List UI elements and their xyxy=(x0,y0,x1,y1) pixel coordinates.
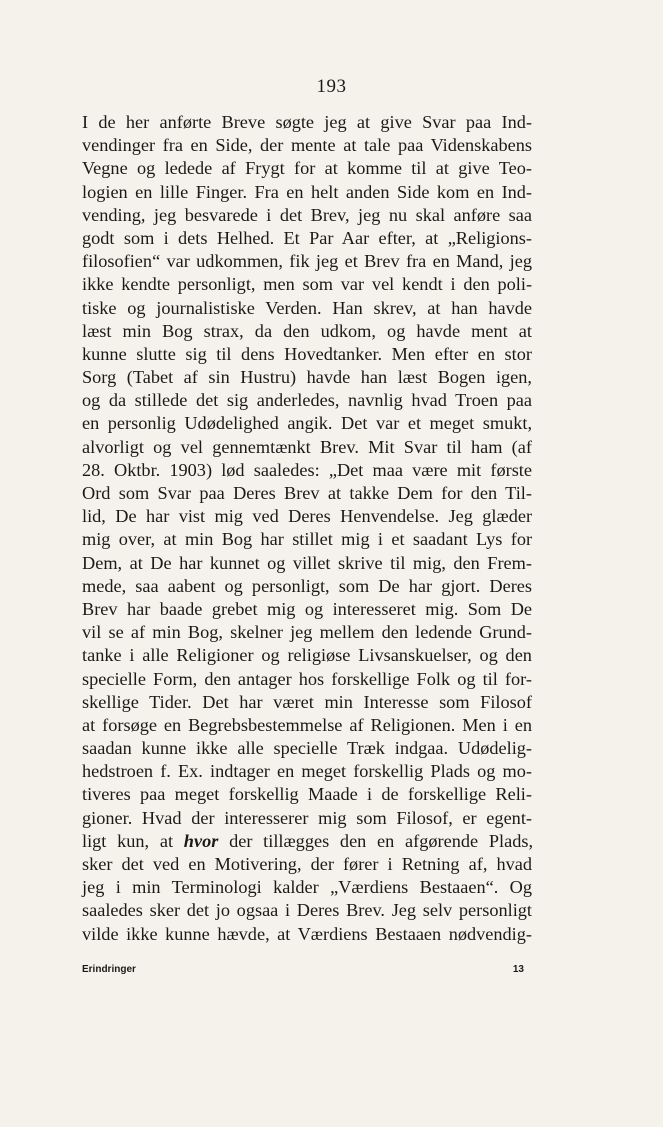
text-line: en personlig Udødelighed angik. Det var et meget smukt, xyxy=(82,413,533,434)
text-line: ikke kendte personligt, men som var vel kendt i den poli- xyxy=(82,274,533,295)
text-line: vil se af min Bog, skelner jeg mellem den ledende Grund- xyxy=(82,622,533,643)
signature-mark: Erindringer xyxy=(82,964,136,975)
text-line: 28. Oktbr. 1903) lød saaledes: „Det maa være mit første xyxy=(82,459,532,480)
text-line: Brev har baade grebet mig og interesseret mig. Som De xyxy=(82,598,533,619)
text-fragment: ligt kun, at xyxy=(82,830,184,851)
text-line: tiske og journalistiske Verden. Han skrev, at han havde xyxy=(82,297,533,318)
text-line: at forsøge en Begrebsbestemmelse af Religionen. Men i en xyxy=(82,714,532,735)
body-text xyxy=(82,111,532,946)
signature-number: 13 xyxy=(512,964,524,975)
text-line-with-emphasis xyxy=(82,830,532,853)
text-line: hedstroen f. Ex. indtager en meget forskellig Plads og mo- xyxy=(82,761,533,782)
text-line: vendinger fra en Side, der mente at tale paa Videnskabens xyxy=(82,135,533,156)
text-line: tiveres paa meget forskellig Maade i de forskellige Reli- xyxy=(82,784,532,805)
text-line: sker det ved en Motivering, der fører i Retning af, hvad xyxy=(82,854,533,874)
text-line: Sorg (Tabet af sin Hustru) havde han læst Bogen igen, xyxy=(82,367,532,388)
text-line: Ord som Svar paa Deres Brev at takke Dem for den Til- xyxy=(82,483,532,503)
text-line: Dem, at De har kunnet og villet skrive til mig, den Frem- xyxy=(82,552,532,573)
text-line: godt som i dets Helhed. Et Par Aar efter, at „Religions- xyxy=(82,227,532,248)
text-line: specielle Form, den antager hos forskellige Folk og til for- xyxy=(82,668,532,689)
text-line: jeg i min Terminologi kalder „Værdiens Bestaaen“. Og xyxy=(82,877,533,898)
text-fragment: der tillægges den en afgørende Plads, xyxy=(218,830,534,851)
text-line: mede, saa aabent og personligt, som De har gjort. Deres xyxy=(82,575,533,596)
text-line: saaledes sker det jo ogsaa i Deres Brev. Jeg selv personligt xyxy=(82,900,533,921)
text-line: tanke i alle Religioner og religiøse Livsanskuelser, og den xyxy=(82,645,532,666)
text-line: vilde ikke kunne hævde, at Værdiens Bestaaen nødvendig- xyxy=(82,923,532,944)
text-line: læst min Bog strax, da den udkom, og havde ment at xyxy=(82,320,532,341)
text-line: saadan kunne ikke alle specielle Træk indgaa. Udødelig- xyxy=(82,738,533,759)
text-line: skellige Tider. Det har været min Interesse som Filosof xyxy=(82,691,532,712)
text-line: kunne slutte sig til dens Hovedtanker. Men efter en stor xyxy=(82,343,532,364)
page-number: 193 xyxy=(316,76,347,97)
text-line: logien en lille Finger. Fra en helt anden Side kom en Ind- xyxy=(82,181,533,202)
text-line: mig over, at min Bog har stillet mig i et saadant Lys for xyxy=(82,529,533,550)
text-line: filosofien“ var udkommen, fik jeg et Brev fra en Mand, jeg xyxy=(82,251,533,272)
text-line: alvorligt og vel gennemtænkt Brev. Mit Svar til ham (af xyxy=(82,436,532,457)
text-line: lid, De har vist mig ved Deres Henvendelse. Jeg glæder xyxy=(82,506,533,527)
text-line: I de her anførte Breve søgte jeg at give Svar paa Ind- xyxy=(82,112,532,132)
text-line: gioner. Hvad der interesserer mig som Filosof, er egent- xyxy=(82,807,532,828)
text-line: vending, jeg besvarede i det Brev, jeg nu skal anføre saa xyxy=(82,204,533,225)
emphasis-word: hvor xyxy=(183,830,219,851)
text-line: Vegne og ledede af Frygt for at komme til at give Teo- xyxy=(82,158,532,179)
text-line: og da stillede det sig anderledes, navnlig hvad Troen paa xyxy=(82,390,533,411)
